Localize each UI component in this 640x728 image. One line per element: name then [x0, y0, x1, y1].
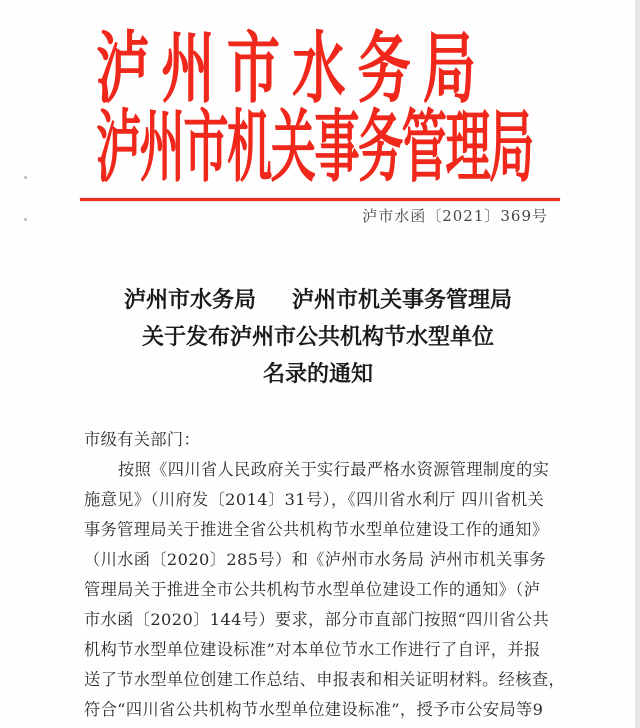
document-number: 泸市水函〔2021〕369号: [362, 207, 548, 225]
body-line: 符合“四川省公共机构节水型单位建设标准”，授予市公安局等9: [84, 700, 544, 719]
page-edge: [635, 0, 640, 728]
letterhead-government-affairs-bureau: 泸州市机关事务管理局: [96, 101, 533, 194]
body-line: 送了节水型单位创建工作总结、申报表和相关证明材料。经核查，: [84, 670, 566, 689]
title-line-1: [0, 282, 636, 319]
title-issuer-2: 泸州市机关事务管理局: [292, 287, 513, 313]
body-line: 事务管理局关于推进全省公共机构节水型单位建设工作的通知》: [84, 520, 549, 539]
document-body: [84, 425, 566, 725]
red-separator-line: [80, 198, 560, 201]
body-line: （川水函〔2020〕285号）和《泸州市水务局 泸州市机关事务: [84, 550, 546, 569]
body-line: 机构节水型单位建设标准”对本单位节水工作进行了自评，并报: [84, 640, 541, 659]
title-line-3: 名录的通知: [262, 361, 373, 387]
body-line: 市水函〔2020〕144号）要求，部分市直部门按照“四川省公共: [84, 610, 550, 629]
body-line: 施意见》（川府发〔2014〕31号），《四川省水利厅 四川省机关: [84, 490, 545, 509]
document-title: [0, 282, 636, 393]
body-line: 按照《四川省人民政府关于实行最严格水资源管理制度的实: [118, 460, 550, 479]
scan-artifact: [24, 176, 27, 179]
title-line-2: 关于发布泸州市公共机构节水型单位: [141, 324, 494, 350]
scan-artifact: [24, 218, 27, 221]
letterhead-water-bureau: 泸州市水务局: [96, 22, 489, 114]
body-line: 管理局关于推进全市公共机构节水型单位建设工作的通知》（泸: [84, 580, 541, 599]
salutation: 市级有关部门：: [84, 430, 201, 449]
title-issuer-1: 泸州市水务局: [123, 287, 256, 313]
